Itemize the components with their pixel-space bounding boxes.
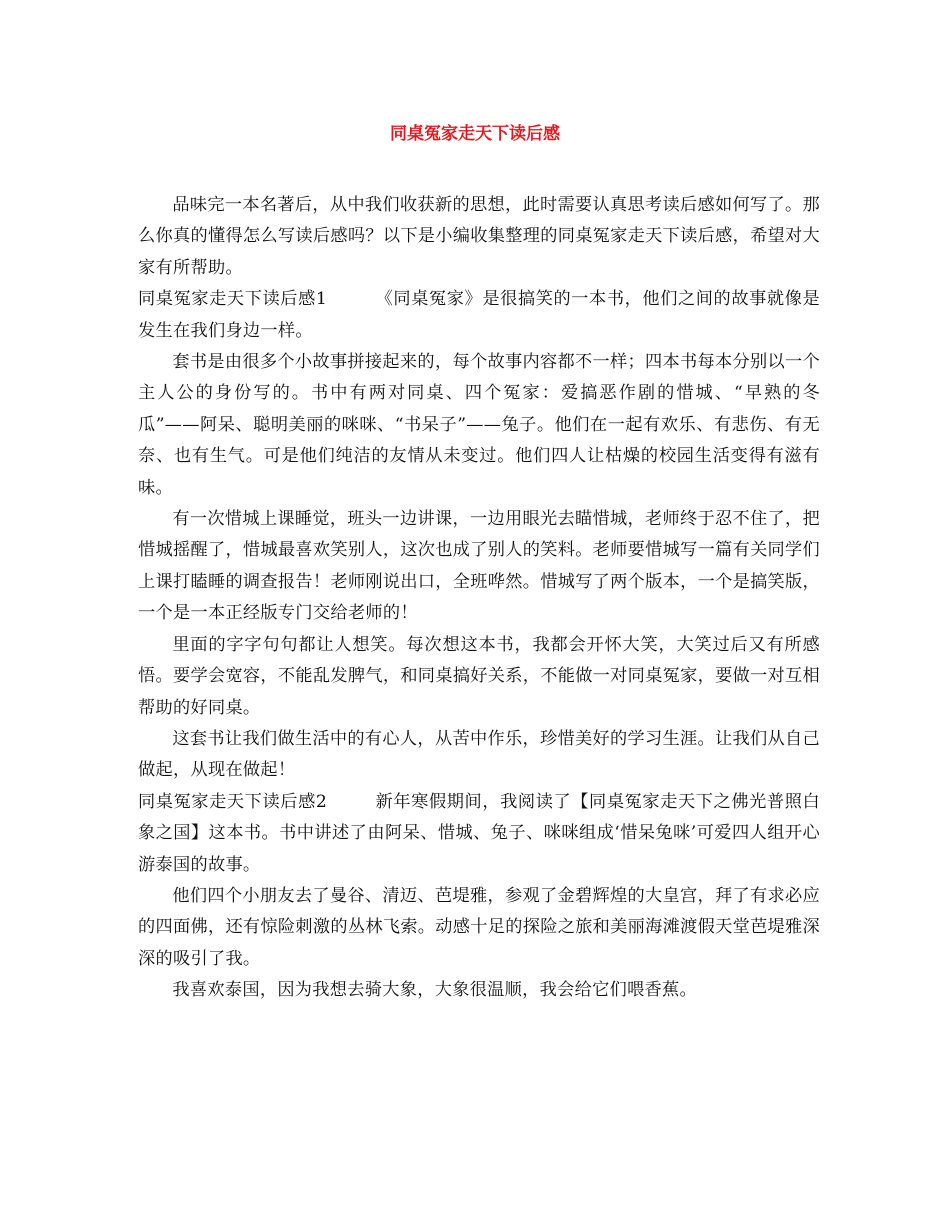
section-1-heading: 同桌冤家走天下读后感1: [138, 289, 328, 310]
section-2-text: 新年寒假期间，我阅读了【同桌冤家走天下之佛光普照白象之国】这本书。书中讲述了由阿呆、惜城、兔子、咪咪组成‘惜呆兔咪’可爱四人组开心游泰国的故事。: [138, 791, 820, 875]
document-body: [138, 190, 820, 1007]
section-2-heading: 同桌冤家走天下读后感2: [138, 791, 328, 812]
section-1-text: 《同桌冤家》是很搞笑的一本书，他们之间的故事就像是发生在我们身边一样。: [138, 289, 820, 341]
body-paragraph: 套书是由很多个小故事拼接起来的，每个故事内容都不一样；四本书每本分别以一个主人公的身份写的。书中有两对同桌、四个冤家：爱搞恶作剧的惜城、“早熟的冬瓜”——阿呆、聪明美丽的咪咪、“书呆子”——兔子。他们在一起有欢乐、有悲伤、有无奈、也有生气。可是他们纯洁的友情从未变过。他们四人让枯燥的校园生活变得有滋有味。: [138, 352, 820, 498]
body-paragraph: 里面的字字句句都让人想笑。每次想这本书，我都会开怀大笑，大笑过后又有所感悟。要学会宽容，不能乱发脾气，和同桌搞好关系，不能做一对同桌冤家，要做一对互相帮助的好同桌。: [138, 634, 821, 718]
body-paragraph: 这套书让我们做生活中的有心人，从苦中作乐，珍惜美好的学习生涯。让我们从自己做起，从现在做起！: [138, 728, 820, 781]
section-1-paragraph: [138, 284, 820, 347]
section-2-paragraph: [138, 787, 820, 881]
body-paragraph: 他们四个小朋友去了曼谷、清迈、芭堤雅，参观了金碧辉煌的大皇宫，拜了有求必应的四面佛，还有惊险刺激的丛林飞索。动感十足的探险之旅和美丽海滩渡假天堂芭堤雅深深的吸引了我。: [138, 885, 821, 969]
document-title: 同桌冤家走天下读后感: [390, 124, 560, 144]
body-paragraph: 我喜欢泰国，因为我想去骑大象，大象很温顺，我会给它们喂香蕉。: [172, 980, 698, 1001]
intro-paragraph: 品味完一本名著后，从中我们收获新的思想，此时需要认真思考读后感如何写了。那么你真的懂得怎么写读后感吗？以下是小编收集整理的同桌冤家走天下读后感，希望对大家有所帮助。: [138, 195, 821, 278]
body-paragraph: 有一次惜城上课睡觉，班头一边讲课，一边用眼光去瞄惜城，老师终于忍不住了，把惜城摇醒了，惜城最喜欢笑别人，这次也成了别人的笑料。老师要惜城写一篇有关同学们上课打瞌睡的调查报告！老师刚说出口，全班哗然。惜城写了两个版本，一个是搞笑版，一个是一本正经版专门交给老师的！: [138, 509, 821, 624]
